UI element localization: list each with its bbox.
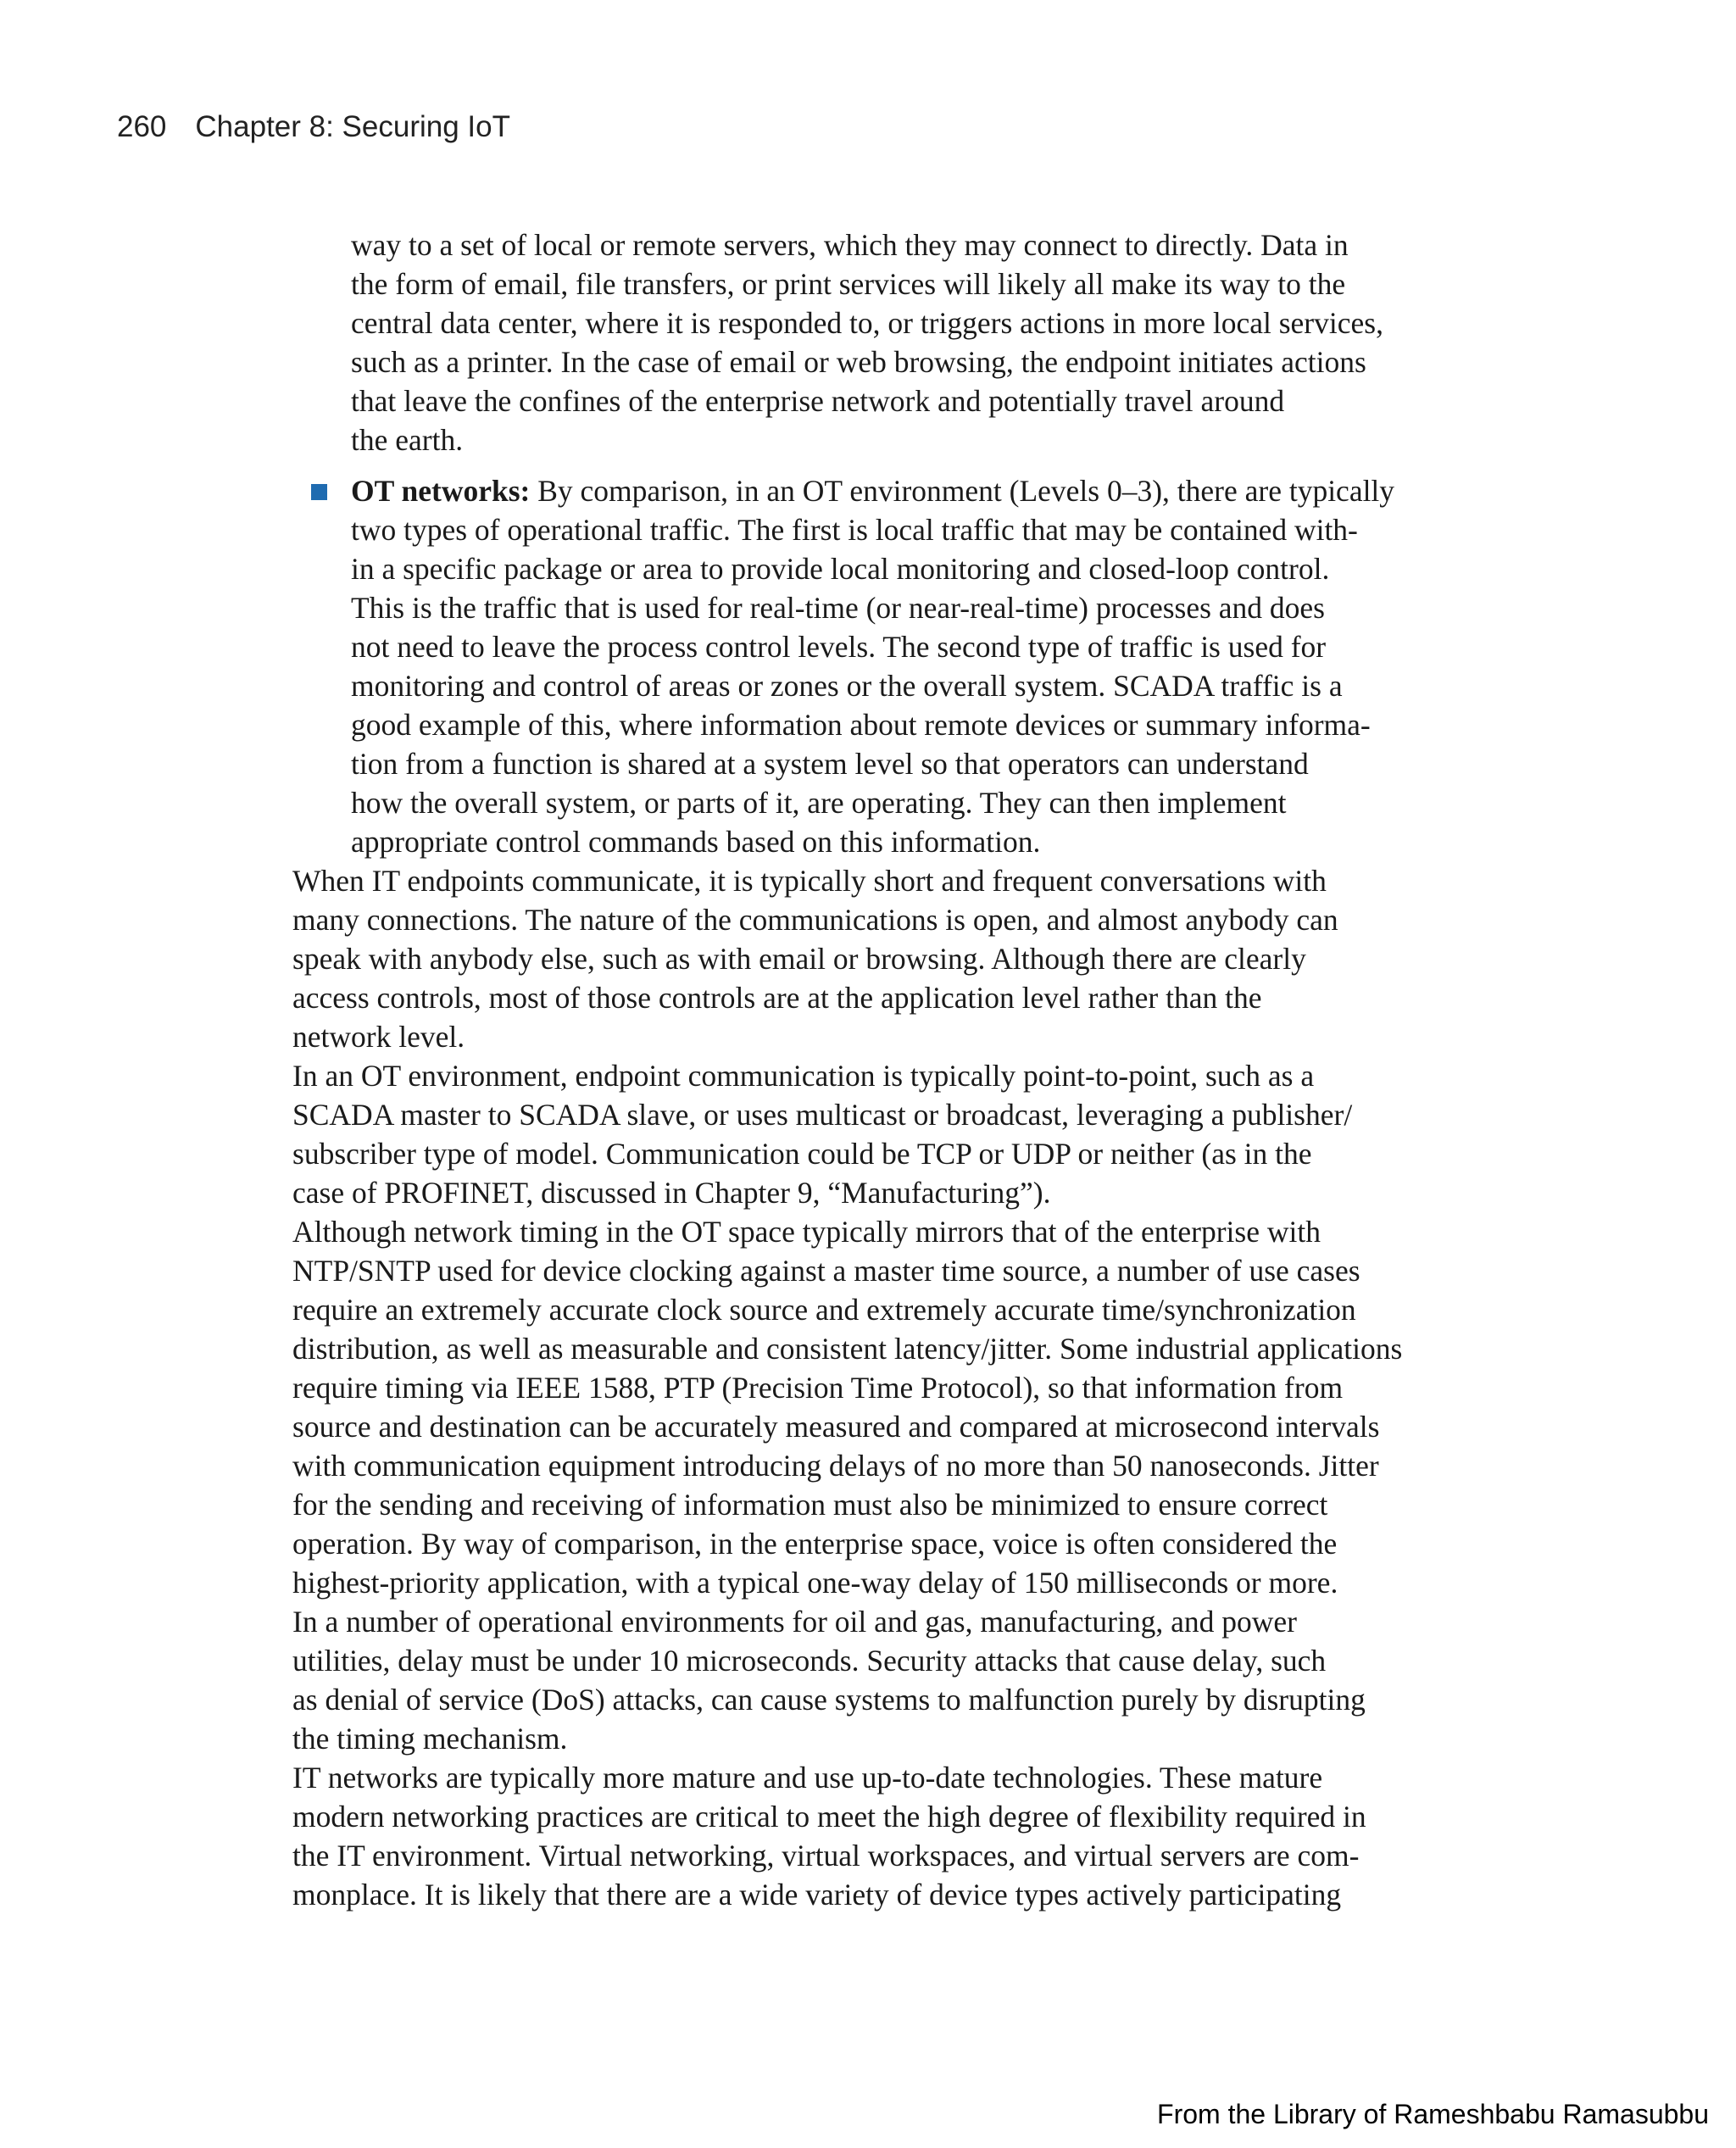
- page-body: [292, 225, 1437, 1914]
- bullet-square-icon: [311, 484, 327, 500]
- library-footer: From the Library of Rameshbabu Ramasubbu: [1157, 2099, 1709, 2129]
- text-line: monplace. It is likely that there are a wide variety of device types actively participating: [292, 1878, 1342, 1911]
- text-line: the timing mechanism.: [292, 1722, 568, 1756]
- text-line: good example of this, where information about remote devices or summary informa-: [351, 708, 1371, 742]
- text-line: operation. By way of comparison, in the enterprise space, voice is often considered the: [292, 1527, 1338, 1561]
- text-line: central data center, where it is responded to, or triggers actions in more local services,: [351, 306, 1383, 340]
- text-line: the earth.: [351, 423, 464, 457]
- text-line: appropriate control commands based on this information.: [351, 825, 1041, 859]
- text-line: that leave the confines of the enterprise network and potentially travel around: [351, 384, 1285, 418]
- text-line: how the overall system, or parts of it, are operating. They can then implement: [351, 786, 1287, 820]
- text-line: access controls, most of those controls are at the application level rather than the: [292, 981, 1262, 1015]
- text-line: require timing via IEEE 1588, PTP (Precision Time Protocol), so that information from: [292, 1371, 1344, 1405]
- text-line: source and destination can be accurately measured and compared at microsecond intervals: [292, 1410, 1380, 1444]
- text-line: in a specific package or area to provide local monitoring and closed-loop control.: [351, 552, 1330, 586]
- text-line: tion from a function is shared at a system level so that operators can understand: [351, 747, 1309, 781]
- text-line: two types of operational traffic. The first is local traffic that may be contained with-: [351, 513, 1358, 547]
- text-line: not need to leave the process control levels. The second type of traffic is used for: [351, 630, 1327, 664]
- text-line: subscriber type of model. Communication could be TCP or UDP or neither (as in the: [292, 1137, 1312, 1171]
- text-line: utilities, delay must be under 10 microseconds. Security attacks that cause delay, such: [292, 1644, 1327, 1678]
- text-line: This is the traffic that is used for real-time (or near-real-time) processes and does: [351, 591, 1325, 625]
- text-line: In an OT environment, endpoint communication is typically point-to-point, such as a: [292, 1059, 1315, 1093]
- text-line: for the sending and receiving of information must also be minimized to ensure correct: [292, 1488, 1328, 1522]
- text-line: with communication equipment introducing delays of no more than 50 nanoseconds. Jitter: [292, 1449, 1379, 1483]
- paragraph-ot-communication: [292, 1056, 1437, 1212]
- text-line: Although network timing in the OT space typically mirrors that of the enterprise with: [292, 1215, 1321, 1249]
- text-line: NTP/SNTP used for device clocking against a master time source, a number of use cases: [292, 1254, 1360, 1288]
- text-line: as denial of service (DoS) attacks, can cause systems to malfunction purely by disrupting: [292, 1683, 1366, 1717]
- text-line: case of PROFINET, discussed in Chapter 9, “Manufacturing”).: [292, 1176, 1051, 1210]
- text-line: many connections. The nature of the communications is open, and almost anybody can: [292, 903, 1338, 937]
- bullet-term: OT networks:: [351, 474, 531, 508]
- bullet-first-line: By comparison, in an OT environment (Levels 0–3), there are typically: [530, 474, 1395, 508]
- text-line: speak with anybody else, such as with email or browsing. Although there are clearly: [292, 942, 1306, 976]
- text-line: network level.: [292, 1020, 465, 1054]
- bullet-continuation: [351, 225, 1437, 459]
- text-line: monitoring and control of areas or zones or the overall system. SCADA traffic is a: [351, 669, 1343, 703]
- paragraph-it-endpoints: [292, 861, 1437, 1056]
- text-line: modern networking practices are critical to meet the high degree of flexibility required in: [292, 1800, 1366, 1834]
- running-head: [117, 110, 510, 144]
- text-line: [351, 471, 1437, 510]
- paragraph-it-networks-mature: [292, 1758, 1437, 1914]
- paragraph-network-timing: [292, 1212, 1437, 1758]
- text-line: way to a set of local or remote servers, which they may connect to directly. Data in: [351, 228, 1349, 262]
- text-line: the form of email, file transfers, or print services will likely all make its way to the: [351, 267, 1346, 301]
- bullet-ot-networks: [292, 471, 1437, 861]
- text-line: the IT environment. Virtual networking, virtual workspaces, and virtual servers are com-: [292, 1839, 1360, 1873]
- text-line: require an extremely accurate clock source and extremely accurate time/synchronization: [292, 1293, 1356, 1327]
- text-line: When IT endpoints communicate, it is typically short and frequent conversations with: [292, 864, 1327, 898]
- text-line: IT networks are typically more mature and use up-to-date technologies. These mature: [292, 1761, 1323, 1795]
- text-line: such as a printer. In the case of email or web browsing, the endpoint initiates actions: [351, 345, 1366, 379]
- chapter-title: Chapter 8: Securing IoT: [195, 110, 510, 143]
- text-line: In a number of operational environments for oil and gas, manufacturing, and power: [292, 1605, 1297, 1639]
- page-number: 260: [117, 110, 167, 143]
- text-line: SCADA master to SCADA slave, or uses multicast or broadcast, leveraging a publisher/: [292, 1098, 1353, 1132]
- text-line: distribution, as well as measurable and consistent latency/jitter. Some industrial applications: [292, 1332, 1403, 1366]
- text-line: highest-priority application, with a typical one-way delay of 150 milliseconds or more.: [292, 1566, 1338, 1600]
